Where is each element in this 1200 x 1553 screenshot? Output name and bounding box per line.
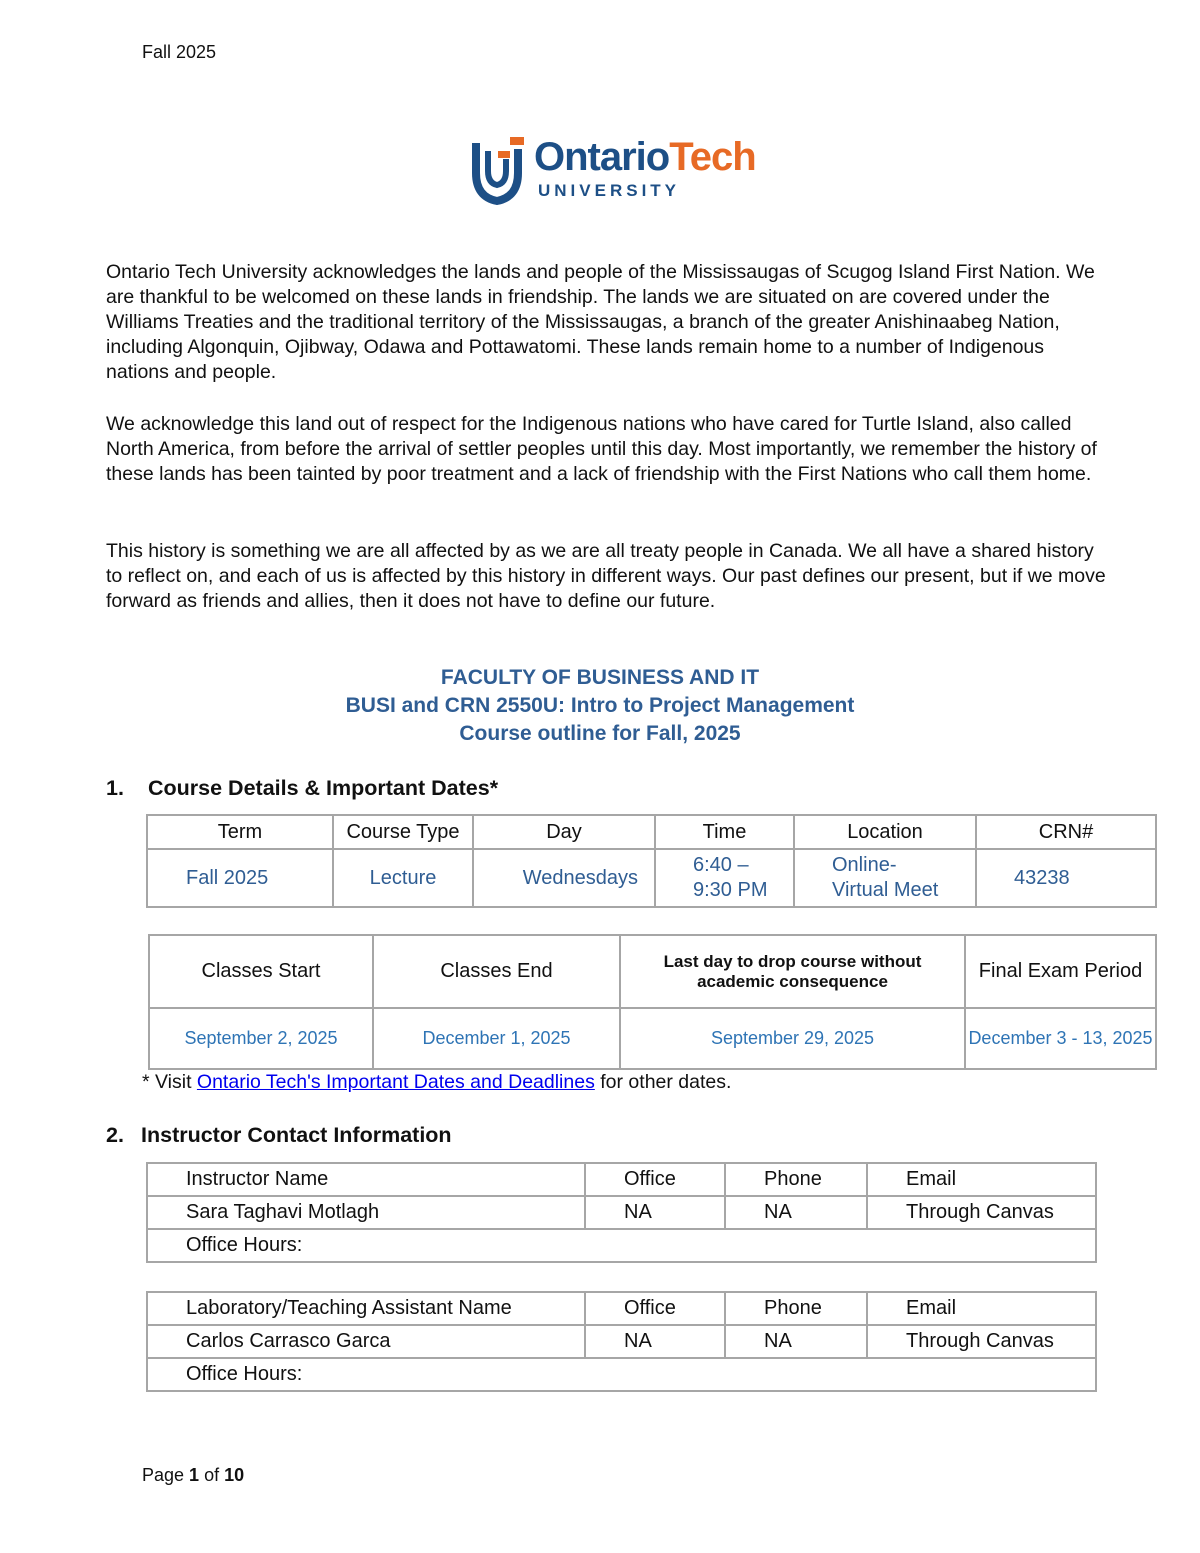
header-course-type: Course Type (333, 815, 473, 849)
value-last-day-to-drop: September 29, 2025 (620, 1008, 965, 1069)
instructor-email: Through Canvas (867, 1196, 1096, 1229)
ontario-tech-logo (470, 133, 770, 207)
header-crn: CRN# (976, 815, 1156, 849)
important-dates-table (148, 934, 1157, 1070)
instructor-office-hours: Office Hours: (147, 1229, 1096, 1262)
course-details-table (146, 814, 1157, 908)
page-header: Fall 2025 (142, 42, 217, 62)
value-classes-end: December 1, 2025 (373, 1008, 620, 1069)
ta-header-phone: Phone (725, 1292, 867, 1325)
value-classes-start: September 2, 2025 (149, 1008, 373, 1069)
header-classes-start: Classes Start (149, 935, 373, 1008)
value-day: Wednesdays (473, 849, 655, 907)
header-location: Location (794, 815, 976, 849)
faculty-title: FACULTY OF BUSINESS AND IT (440, 666, 760, 689)
value-time: 6:40 – 9:30 PM (655, 849, 794, 907)
ta-office: NA (585, 1325, 725, 1358)
course-title: BUSI and CRN 2550U: Intro to Project Management (345, 694, 855, 717)
instructor-table (146, 1162, 1097, 1263)
instructor-office: NA (585, 1196, 725, 1229)
instructor-header-phone: Phone (725, 1163, 867, 1196)
ta-header-name: Laboratory/Teaching Assistant Name (147, 1292, 585, 1325)
acknowledgement-paragraph-1: Ontario Tech University acknowledges the lands and people of the Mississaugas of Scugog Island First Nation. We are thankful to be welcomed on these lands in friendship. The lands we are situated on are covered under the Williams Treaties and the traditional territory of the Mississaugas, a branch of the greater Anishinaabeg Nation, including Algonquin, Ojibway, Odawa and Pottawatomi. These lands remain home to a number of Indigenous nations and people. (106, 261, 1095, 383)
ta-phone: NA (725, 1325, 867, 1358)
header-term: Term (147, 815, 333, 849)
important-dates-note: * Visit Ontario Tech's Important Dates and Deadlines for other dates. (142, 1071, 732, 1093)
value-final-exam-period: December 3 - 13, 2025 (965, 1008, 1156, 1069)
header-classes-end: Classes End (373, 935, 620, 1008)
ta-header-email: Email (867, 1292, 1096, 1325)
outline-title: Course outline for Fall, 2025 (459, 722, 741, 745)
instructor-phone: NA (725, 1196, 867, 1229)
ta-table (146, 1291, 1097, 1392)
instructor-header-email: Email (867, 1163, 1096, 1196)
logo-subtitle: UNIVERSITY (538, 181, 681, 200)
instructor-header-office: Office (585, 1163, 725, 1196)
instructor-name: Sara Taghavi Motlagh (147, 1196, 585, 1229)
acknowledgement-paragraph-3: This history is something we are all affected by as we are all treaty people in Canada. We all have a shared history to reflect on, and each of us is affected by this history in different ways. Our past defines our present, but if we move forward as friends and allies, then it does not have to define our future. (106, 540, 1106, 612)
value-location: Online- Virtual Meet (794, 849, 976, 907)
ta-name: Carlos Carrasco Garca (147, 1325, 585, 1358)
logo-shield-icon (470, 137, 524, 205)
value-crn: 43238 (976, 849, 1156, 907)
ta-office-hours: Office Hours: (147, 1358, 1096, 1391)
logo-wordmark: OntarioTech (534, 135, 756, 179)
header-time: Time (655, 815, 794, 849)
ta-header-office: Office (585, 1292, 725, 1325)
header-day: Day (473, 815, 655, 849)
important-dates-link[interactable]: Ontario Tech's Important Dates and Deadlines (196, 1071, 595, 1093)
course-titles (0, 664, 1200, 748)
section-2-heading: 2. Instructor Contact Information (106, 1123, 452, 1147)
header-last-day-to-drop: Last day to drop course without academic consequence (620, 935, 965, 1008)
ta-email: Through Canvas (867, 1325, 1096, 1358)
value-term: Fall 2025 (147, 849, 333, 907)
acknowledgement-paragraph-2: We acknowledge this land out of respect for the Indigenous nations who have cared for Turtle Island, also called North America, from before the arrival of settler peoples until this day. Most importantly, we remember the history of these lands has been tainted by poor treatment and a lack of friendship with the First Nations who call them home. (106, 413, 1097, 485)
instructor-header-name: Instructor Name (147, 1163, 585, 1196)
page-footer: Page 1 of 10 (142, 1465, 245, 1485)
section-1-heading: 1. Course Details & Important Dates* (106, 776, 499, 800)
header-final-exam-period: Final Exam Period (965, 935, 1156, 1008)
value-course-type: Lecture (333, 849, 473, 907)
